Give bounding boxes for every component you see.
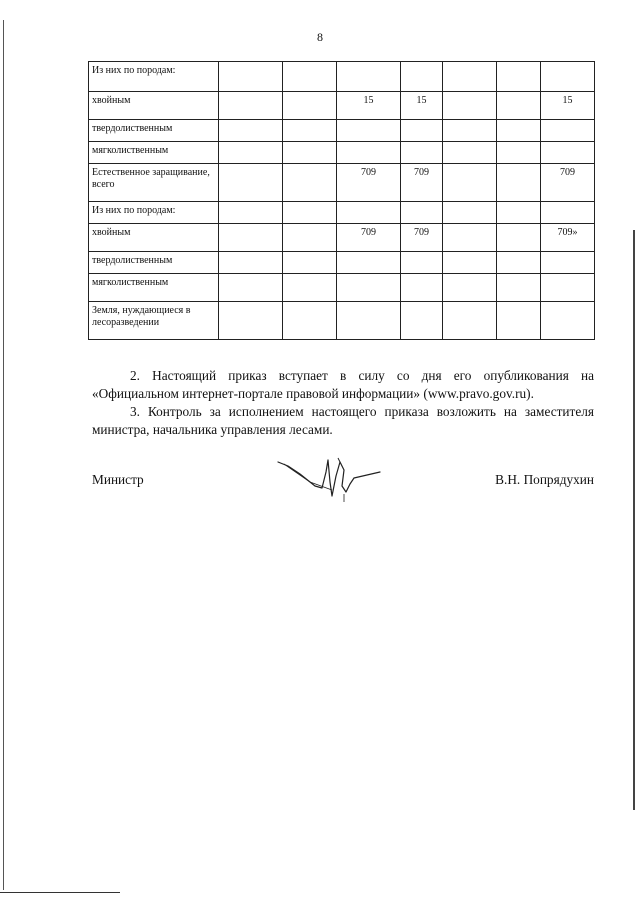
table-cell: 709» bbox=[541, 224, 595, 252]
table-cell bbox=[283, 92, 337, 120]
row-label: хвойным bbox=[89, 224, 219, 252]
table-cell bbox=[443, 120, 497, 142]
table-row bbox=[89, 120, 595, 142]
table-cell bbox=[283, 202, 337, 224]
table-cell bbox=[283, 302, 337, 340]
table-cell bbox=[283, 62, 337, 92]
row-label: твердолиственным bbox=[89, 120, 219, 142]
row-label: хвойным bbox=[89, 92, 219, 120]
table-cell bbox=[219, 164, 283, 202]
table-cell bbox=[219, 224, 283, 252]
table-cell bbox=[283, 274, 337, 302]
table-cell bbox=[283, 252, 337, 274]
table-cell bbox=[497, 120, 541, 142]
table-row bbox=[89, 92, 595, 120]
table-cell bbox=[541, 302, 595, 340]
table-cell bbox=[497, 164, 541, 202]
table-cell bbox=[443, 62, 497, 92]
table-cell bbox=[443, 164, 497, 202]
table-cell bbox=[541, 120, 595, 142]
table-row bbox=[89, 274, 595, 302]
table-cell bbox=[443, 252, 497, 274]
paragraph-effective-date: 2. Настоящий приказ вступает в силу со дня его опубликования на «Официальном интернет-портале правовой информации» (www.pravo.gov.ru). bbox=[92, 368, 594, 401]
right-margin-line bbox=[633, 230, 635, 810]
row-label: Из них по породам: bbox=[89, 202, 219, 224]
table-cell bbox=[337, 302, 401, 340]
table-cell bbox=[219, 202, 283, 224]
forest-data-table bbox=[88, 61, 595, 340]
bottom-margin-line bbox=[0, 892, 120, 893]
table-cell: 15 bbox=[541, 92, 595, 120]
table-cell bbox=[497, 274, 541, 302]
table-cell: 709 bbox=[401, 164, 443, 202]
table-cell bbox=[401, 274, 443, 302]
row-label: Естественное заращивание, всего bbox=[89, 164, 219, 202]
table-cell bbox=[219, 252, 283, 274]
left-margin-line bbox=[3, 20, 4, 890]
table-cell bbox=[401, 202, 443, 224]
table-cell bbox=[219, 120, 283, 142]
table-cell bbox=[219, 302, 283, 340]
table-cell bbox=[541, 202, 595, 224]
table-cell bbox=[337, 142, 401, 164]
table-cell bbox=[219, 142, 283, 164]
table-cell bbox=[401, 120, 443, 142]
table-row bbox=[89, 224, 595, 252]
table-cell: 15 bbox=[401, 92, 443, 120]
table-row bbox=[89, 202, 595, 224]
table-cell bbox=[497, 202, 541, 224]
table-cell bbox=[443, 302, 497, 340]
table-cell bbox=[541, 252, 595, 274]
table-cell bbox=[283, 120, 337, 142]
table-cell bbox=[283, 224, 337, 252]
table-cell bbox=[541, 274, 595, 302]
row-label: мягколиственным bbox=[89, 142, 219, 164]
table-cell bbox=[497, 302, 541, 340]
table-cell bbox=[337, 252, 401, 274]
table-cell bbox=[337, 62, 401, 92]
table-cell bbox=[401, 302, 443, 340]
row-label: твердолиственным bbox=[89, 252, 219, 274]
table-cell bbox=[443, 142, 497, 164]
paragraph-control: 3. Контроль за исполнением настоящего приказа возложить на заместителя министра, начальника управления лесами. bbox=[92, 404, 594, 437]
table-cell: 15 bbox=[337, 92, 401, 120]
table-cell bbox=[443, 202, 497, 224]
table-cell: 709 bbox=[337, 164, 401, 202]
table-cell bbox=[219, 92, 283, 120]
table-row bbox=[89, 302, 595, 340]
table-cell bbox=[497, 252, 541, 274]
table-cell bbox=[337, 274, 401, 302]
table-cell bbox=[283, 164, 337, 202]
table-cell bbox=[337, 202, 401, 224]
row-label: Из них по породам: bbox=[89, 62, 219, 92]
table-row bbox=[89, 142, 595, 164]
table-cell bbox=[443, 92, 497, 120]
table-cell bbox=[401, 62, 443, 92]
table-cell bbox=[219, 62, 283, 92]
table-row bbox=[89, 164, 595, 202]
table-cell bbox=[401, 252, 443, 274]
table-row bbox=[89, 252, 595, 274]
order-text bbox=[92, 367, 594, 439]
table-cell bbox=[443, 224, 497, 252]
table-cell bbox=[283, 142, 337, 164]
page-number: 8 bbox=[317, 30, 323, 44]
table-row bbox=[89, 62, 595, 92]
table-cell: 709 bbox=[337, 224, 401, 252]
table-cell bbox=[541, 142, 595, 164]
table-cell: 709 bbox=[401, 224, 443, 252]
table-cell bbox=[497, 92, 541, 120]
handwritten-signature bbox=[270, 452, 390, 502]
table-cell: 709 bbox=[541, 164, 595, 202]
table-cell bbox=[443, 274, 497, 302]
minister-title: Министр bbox=[92, 472, 144, 487]
table-cell bbox=[541, 62, 595, 92]
row-label: мягколиственным bbox=[89, 274, 219, 302]
table-cell bbox=[497, 142, 541, 164]
row-label: Земля, нуждающиеся в лесоразведении bbox=[89, 302, 219, 340]
table-cell bbox=[401, 142, 443, 164]
table-cell bbox=[497, 62, 541, 92]
minister-name: В.Н. Попрядухин bbox=[495, 472, 594, 487]
table-cell bbox=[337, 120, 401, 142]
table-cell bbox=[497, 224, 541, 252]
table-cell bbox=[219, 274, 283, 302]
